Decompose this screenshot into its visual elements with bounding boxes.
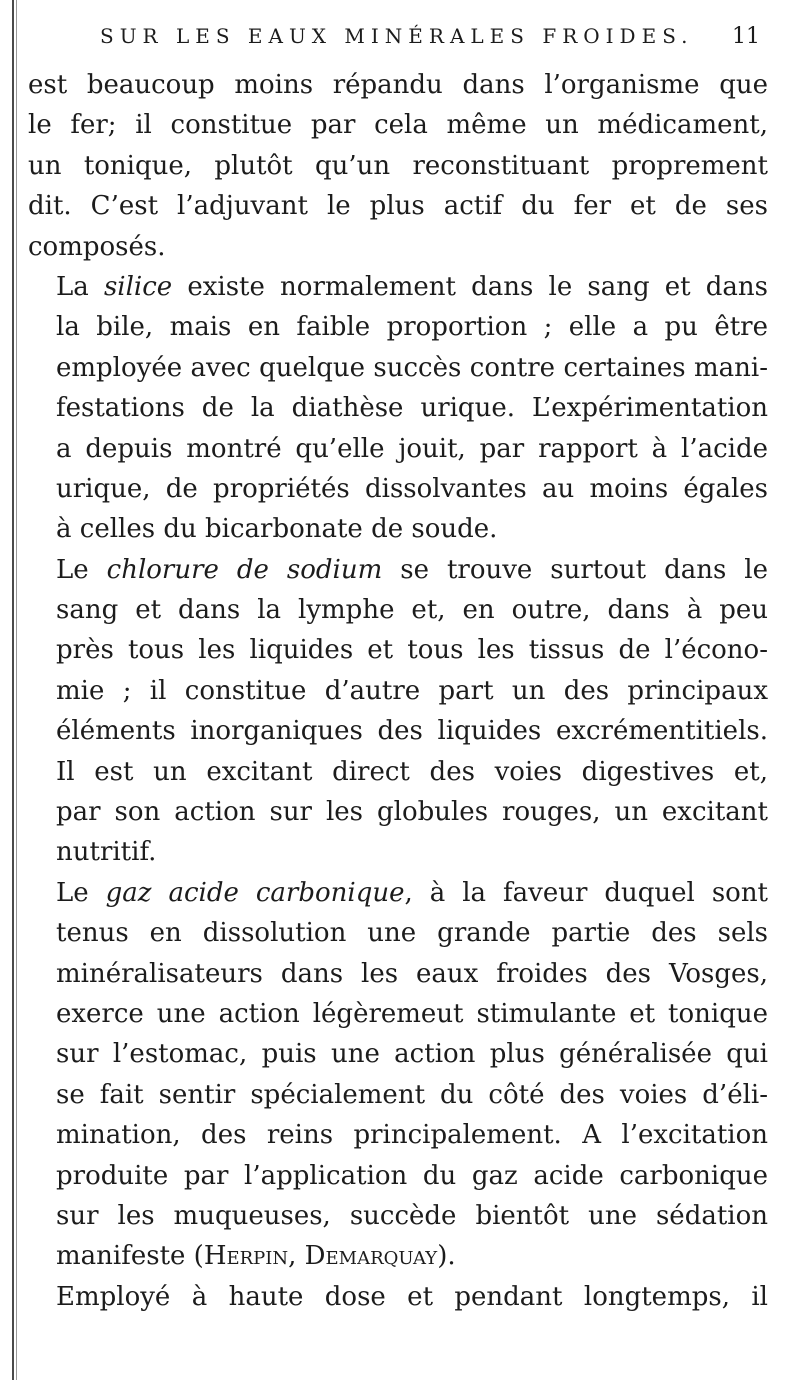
text-line: dit. C’est l’adjuvant le plus actif du fer et de ses: [28, 191, 768, 222]
text-line: un tonique, plutôt qu’un reconstituant proprement: [28, 150, 768, 181]
text-line: près tous les liquides et tous les tissus de l’écono-: [56, 635, 768, 666]
text-line: mie ; il constitue d’autre part un des principaux: [56, 675, 768, 706]
text-line: tenus en dissolution une grande partie des sels: [56, 918, 768, 949]
text-line: festations de la diathèse urique. L’expérimentation: [56, 393, 768, 424]
text-line: est beaucoup moins répandu dans l’organisme que: [28, 70, 768, 100]
text-line: Le chlorure de sodium se trouve surtout dans le: [56, 554, 768, 585]
text-line: se fait sentir spécialement du côté des voies d’éli-: [56, 1079, 768, 1110]
text-line: Il est un excitant direct des voies digestives et,: [56, 756, 768, 787]
text-line: employée avec quelque succès contre certaines mani-: [56, 352, 768, 383]
citation-authors: Herpin, Demarquay: [203, 1241, 438, 1272]
text-line: La silice existe normalement dans le sang et dans: [56, 271, 768, 302]
text-line: nutritif.: [56, 837, 157, 868]
text-line: composés.: [28, 231, 166, 262]
text-line: manifeste (Herpin, Demarquay).: [56, 1241, 456, 1272]
text-line: la bile, mais en faible proportion ; elle a pu être: [56, 312, 768, 343]
binding-edge-shadow: [16, 0, 17, 1380]
text-line: urique, de propriétés dissolvantes au moins égales: [56, 473, 768, 504]
text-line: minéralisateurs dans les eaux froides des Vosges,: [56, 958, 768, 989]
term-silice: silice: [103, 271, 173, 302]
text-line: sur les muqueuses, succède bientôt une sédation: [56, 1200, 768, 1231]
text-line: par son action sur les globules rouges, un excitant: [56, 797, 768, 828]
text-line: a depuis montré qu’elle jouit, par rapport à l’acide: [56, 433, 768, 464]
text-line: le fer; il constitue par cela même un médicament,: [28, 110, 768, 141]
text-line: exerce une action légèremeut stimulante et tonique: [56, 998, 768, 1029]
page-number: 11: [732, 24, 760, 49]
text-line: sur l’estomac, puis une action plus généralisée qui: [56, 1039, 768, 1070]
term-gaz-acide-carbonique: gaz acide carbonique: [105, 877, 405, 908]
text-line: mination, des reins principalement. A l’excitation: [56, 1120, 768, 1151]
text-line: Employé à haute dose et pendant longtemps, il: [56, 1281, 768, 1312]
text-line: sang et dans la lymphe et, en outre, dans à peu: [56, 595, 768, 626]
running-head: [100, 20, 760, 56]
term-chlorure-de-sodium: chlorure de sodium: [106, 554, 383, 585]
binding-edge: [12, 0, 14, 1380]
text-line: Le gaz acide carbonique, à la faveur duquel sont: [56, 877, 768, 908]
running-head-title: SUR LES EAUX MINÉRALES FROIDES.: [100, 24, 694, 48]
text-line: produite par l’application du gaz acide carbonique: [56, 1160, 768, 1191]
text-line: à celles du bicarbonate de soude.: [56, 514, 498, 545]
body-text: [28, 65, 768, 1317]
text-line: éléments inorganiques des liquides excrémentitiels.: [56, 716, 768, 747]
